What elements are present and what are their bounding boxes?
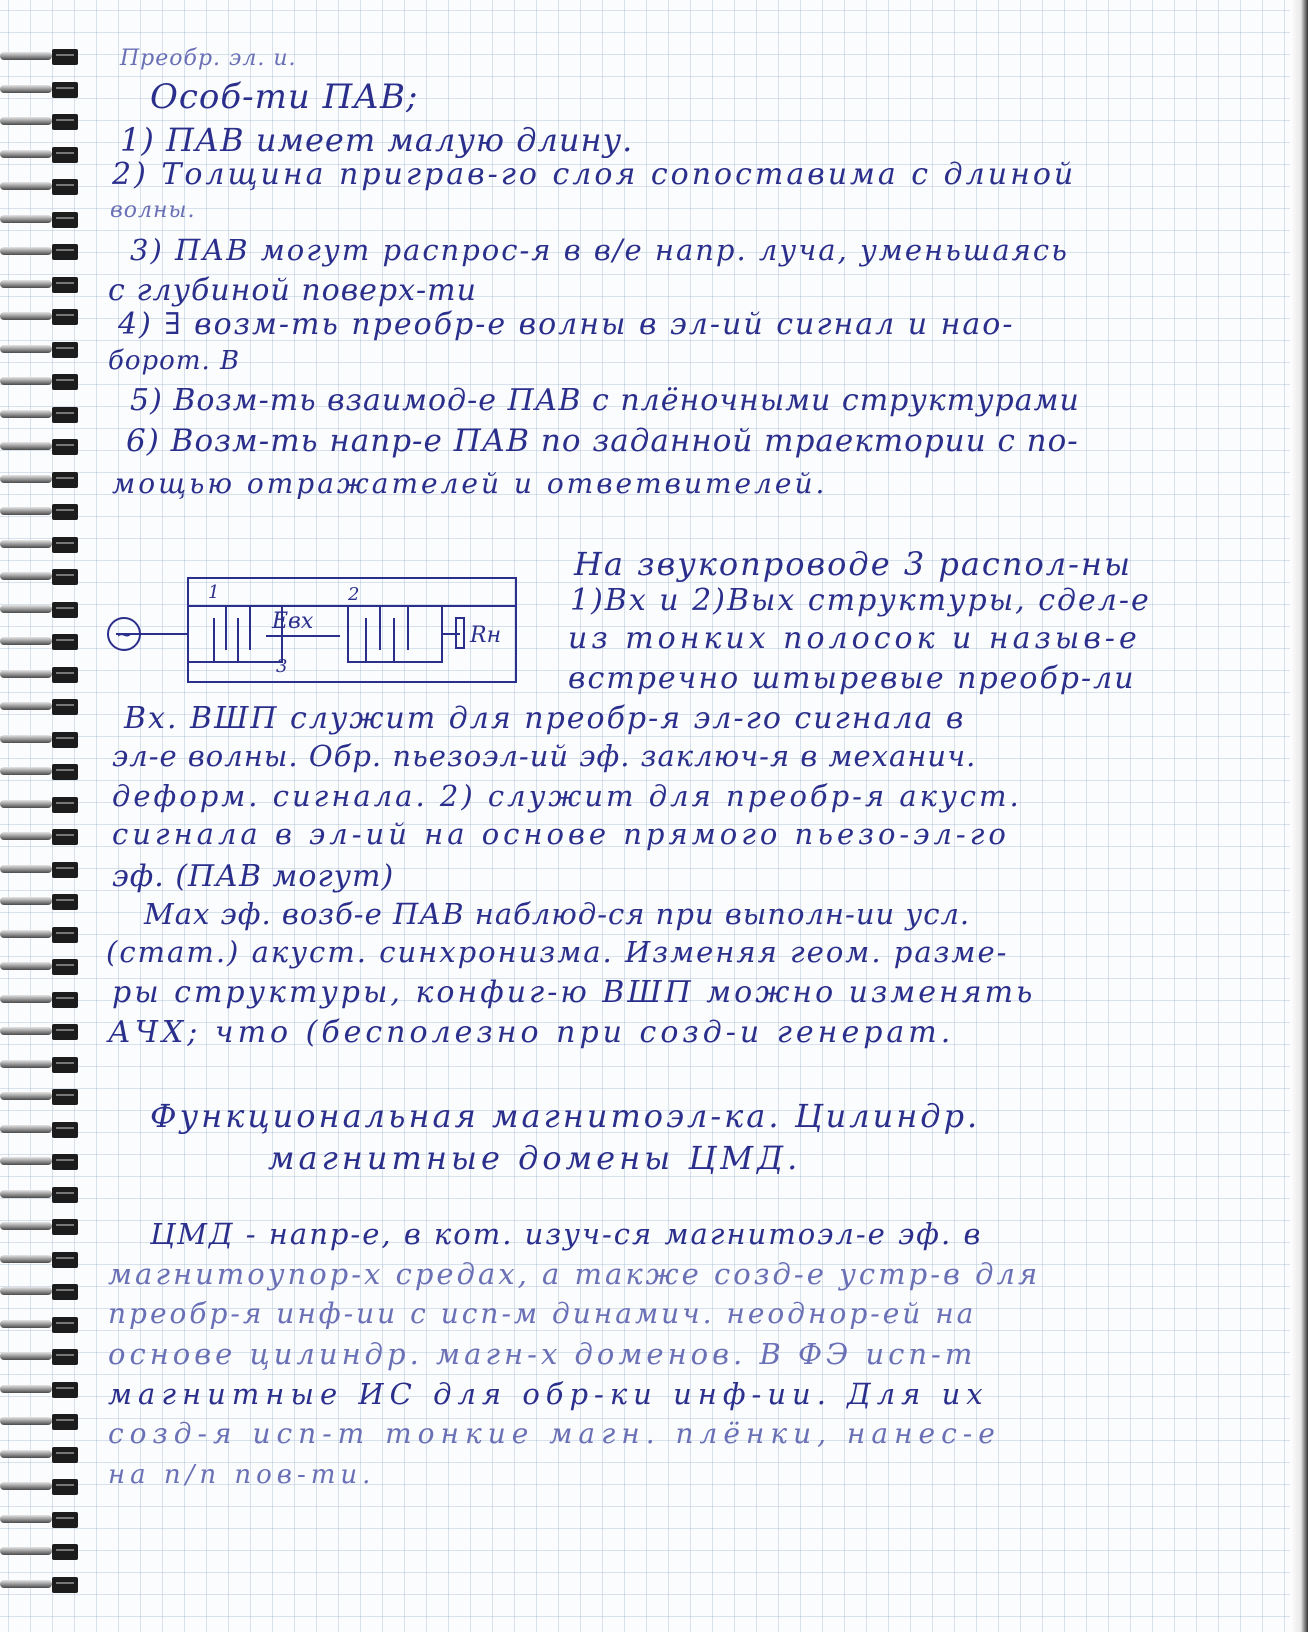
binding-ring — [0, 1446, 84, 1464]
binding-ring — [0, 568, 84, 586]
binding-ring — [0, 1316, 84, 1334]
binding-ring — [0, 341, 84, 359]
note-line: эф. (ПАВ могут) — [112, 859, 395, 894]
binding-ring — [0, 1056, 84, 1074]
binding-ring — [0, 243, 84, 261]
binding-ring — [0, 406, 84, 424]
note-line: созд-я исп-т тонкие магн. плёнки, нанес-е — [108, 1417, 1001, 1450]
binding-ring — [0, 48, 84, 66]
section-heading: Функциональная магнитоэл-ка. Цилиндр. — [150, 1097, 981, 1135]
note-heading: Особ-ти ПАВ; — [150, 77, 419, 117]
label-1: 1 — [208, 582, 220, 603]
note-line: мощью отражателей и ответвителей. — [112, 467, 828, 500]
note-line: 4) ∃ возм-ть преобр-е волны в эл-ий сигнал и нао- — [118, 307, 1015, 342]
binding-ring — [0, 1413, 84, 1431]
note-line: АЧХ; что (бесполезно при созд-и генерат. — [108, 1015, 955, 1050]
label-load: Rн — [470, 623, 502, 648]
note-line: сигнала в эл-ий на основе прямого пьезо-эл-го — [112, 817, 1010, 851]
binding-ring — [0, 1088, 84, 1106]
note-line: волны. — [110, 198, 196, 223]
binding-ring — [0, 178, 84, 196]
binding-ring — [0, 601, 84, 619]
note-line: На звукопроводе 3 распол-ны — [574, 545, 1133, 583]
binding-ring — [0, 1023, 84, 1041]
note-line: деформ. сигнала. 2) служит для преобр-я акуст. — [112, 779, 1022, 813]
ac-source-symbol: ~ — [116, 622, 133, 646]
binding-ring — [0, 763, 84, 781]
note-line: 1) ПАВ имеет малую длину. — [120, 121, 634, 159]
binding-ring — [0, 1511, 84, 1529]
binding-ring — [0, 731, 84, 749]
note-line: 6) Возм-ть напр-е ПАВ по заданной траектории с по- — [126, 423, 1079, 459]
note-line: преобр-я инф-ии с исп-м динамич. неоднор-ей на — [108, 1297, 977, 1330]
note-line: Вх. ВШП служит для преобр-я эл-го сигнала в — [124, 701, 966, 736]
binding-ring — [0, 81, 84, 99]
binding-ring — [0, 1251, 84, 1269]
binding-ring — [0, 438, 84, 456]
saw-filter-diagram — [96, 568, 566, 718]
binding-ring — [0, 503, 84, 521]
binding-ring — [0, 666, 84, 684]
section-heading: магнитные домены ЦМД. — [268, 1139, 802, 1177]
binding-ring — [0, 926, 84, 944]
binding-ring — [0, 211, 84, 229]
binding-ring — [0, 1381, 84, 1399]
spiral-binding — [0, 0, 90, 1632]
binding-ring — [0, 828, 84, 846]
page-edge-shadow — [1290, 0, 1308, 1632]
output-idt-fingers — [366, 606, 408, 662]
input-idt-fingers — [214, 606, 250, 662]
label-input-voltage: Eвх — [272, 609, 314, 634]
binding-ring — [0, 1348, 84, 1366]
note-line: на п/п пов-ти. — [108, 1460, 376, 1490]
binding-ring — [0, 146, 84, 164]
binding-ring — [0, 1186, 84, 1204]
binding-ring — [0, 958, 84, 976]
binding-ring — [0, 1121, 84, 1139]
binding-ring — [0, 471, 84, 489]
note-line: с глубиной поверх-ти — [108, 273, 477, 308]
binding-ring — [0, 1576, 84, 1594]
binding-ring — [0, 1543, 84, 1561]
note-line: встречно штыревые преобр-ли — [568, 661, 1136, 696]
binding-ring — [0, 861, 84, 879]
note-line: эл-е волны. Обр. пьезоэл-ий эф. заключ-я в механич. — [112, 739, 977, 773]
binding-ring — [0, 796, 84, 814]
binding-ring — [0, 698, 84, 716]
binding-ring — [0, 276, 84, 294]
binding-ring — [0, 1218, 84, 1236]
note-line: 5) Возм-ть взаимод-е ПАВ с плёночными структурами — [130, 383, 1080, 418]
note-line: магнитоупор-х средах, а также созд-е устр-в для — [108, 1257, 1041, 1291]
note-line: магнитные ИС для обр-ки инф-ии. Для их — [108, 1377, 989, 1411]
note-line: Max эф. возб-е ПАВ наблюд-ся при выполн-ии усл. — [144, 897, 971, 931]
binding-ring — [0, 113, 84, 131]
binding-ring — [0, 1283, 84, 1301]
note-line: 1)Вх и 2)Вых структуры, сдел-е — [570, 583, 1151, 618]
note-line: 2) Толщина приграв-го слоя сопоставима с длиной — [112, 157, 1077, 192]
note-line: основе цилиндр. магн-х доменов. В ФЭ исп-т — [108, 1337, 977, 1371]
note-line: (стат.) акуст. синхронизма. Изменяя геом. разме- — [106, 935, 1009, 969]
note-line: борот. В — [108, 346, 241, 376]
binding-ring — [0, 373, 84, 391]
binding-ring — [0, 1478, 84, 1496]
input-idt — [188, 606, 282, 662]
binding-ring — [0, 536, 84, 554]
binding-ring — [0, 991, 84, 1009]
label-3: 3 — [276, 656, 288, 677]
note-line: ры структуры, конфиг-ю ВШП можно изменять — [112, 975, 1036, 1010]
note-line: ЦМД - напр-е, в кот. изуч-ся магнитоэл-е эф. в — [150, 1217, 983, 1251]
binding-ring — [0, 1153, 84, 1171]
binding-ring — [0, 633, 84, 651]
binding-ring — [0, 893, 84, 911]
note-line: из тонких полосок и назыв-е — [568, 621, 1141, 656]
binding-ring — [0, 308, 84, 326]
note-line: Преобр. эл. и. — [120, 46, 297, 71]
note-line: 3) ПАВ могут распрос-я в в/е напр. луча, уменьшаясь — [130, 233, 1069, 267]
label-2: 2 — [348, 584, 360, 605]
